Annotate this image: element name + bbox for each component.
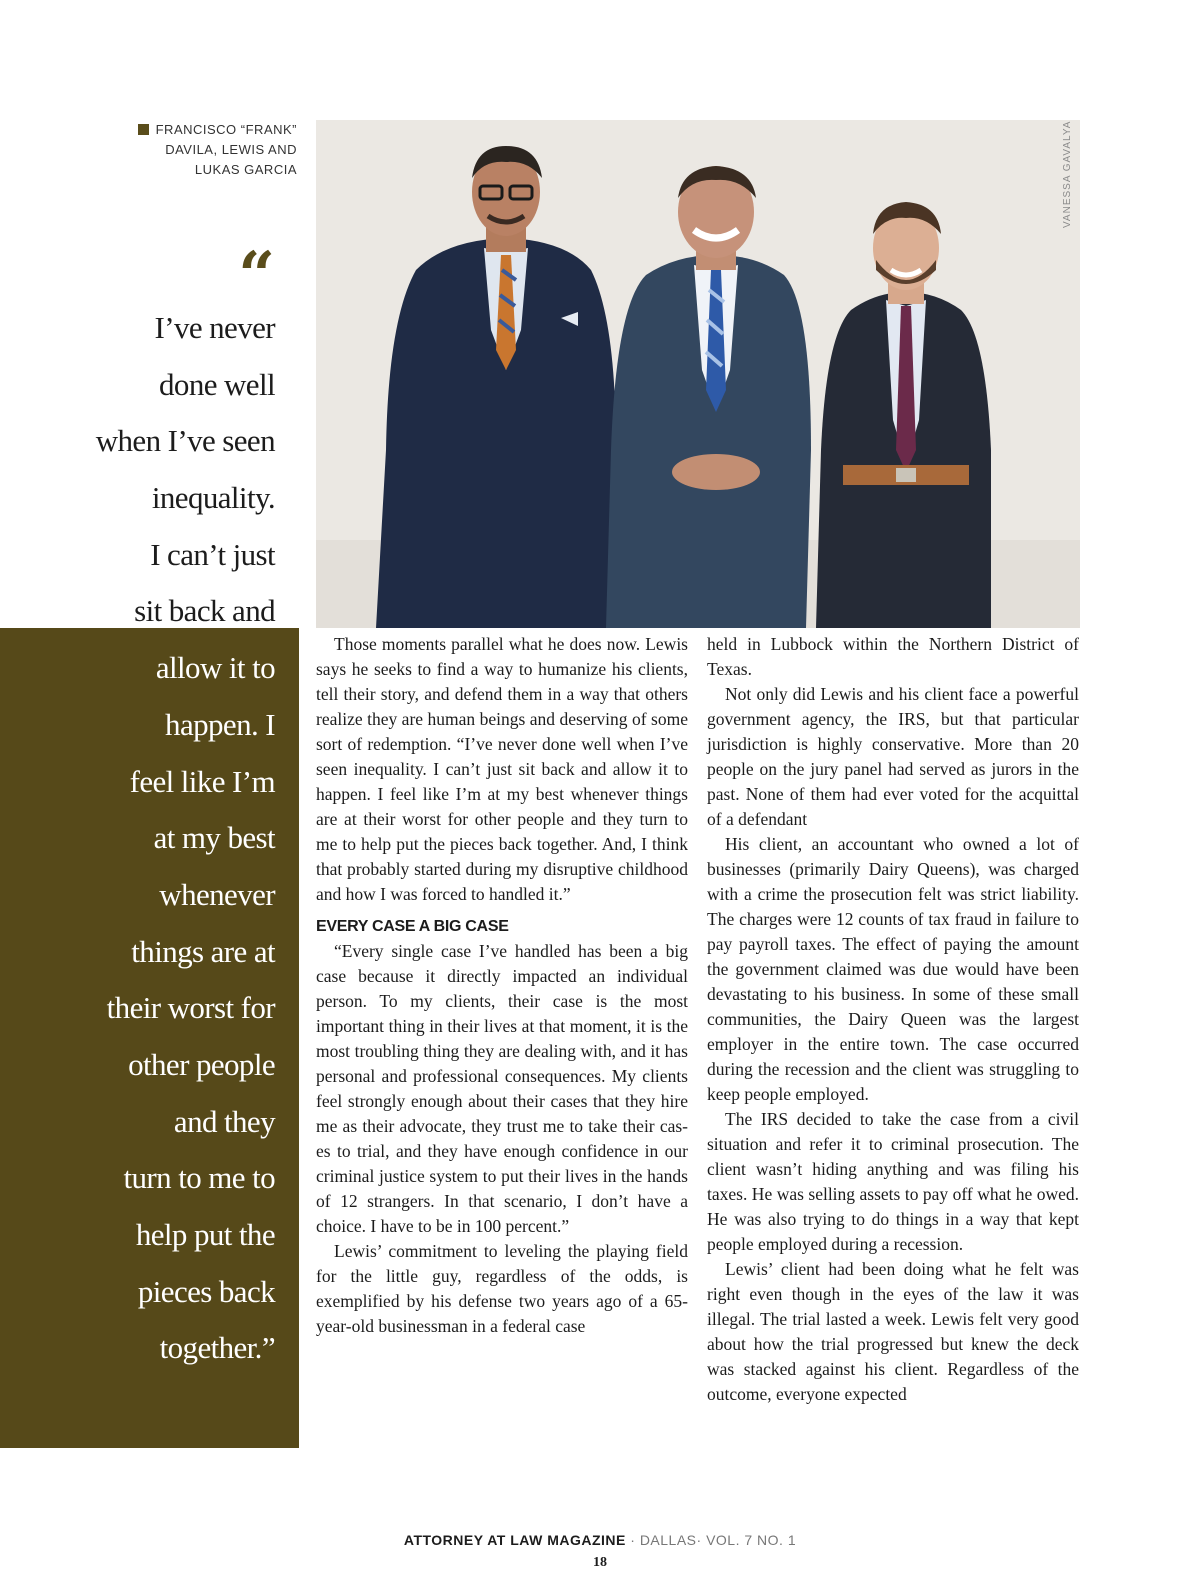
pull-quote-line: feel like I’m [129, 763, 275, 799]
caption-line-1: FRANCISCO “FRANK” [155, 122, 297, 137]
pull-quote-line: I can’t just [150, 536, 275, 572]
paragraph: Lewis’ commitment to leveling the playing field for the little guy, regardless of the odds, is exemplified by his defense two years ago of a 65-year-old businessman in a federal case [316, 1241, 688, 1336]
photo-credit: VANESSA GAVALYA [1062, 120, 1073, 228]
pull-quote-line: I’ve never [154, 310, 275, 345]
pull-quote-line: sit back and [134, 593, 275, 629]
pull-quote-line: things are at [131, 933, 275, 969]
paragraph: His client, an accountant who owned a lot of businesses (primarily Dairy Queens), was charged with a crime the prosecution felt was strict liability. The charges were 12 counts of tax fraud in failure to pay payroll taxes. The effect of paying the amount the government claimed was due would have been devastating to his business. In some of these small communities, the Dairy Queen was the largest employer in the entire town. The case occurred during the recession and the client was struggling to keep people employed. [707, 834, 1079, 1104]
pull-quote-line: allow it to [155, 650, 275, 686]
portrait-photo [316, 120, 1080, 628]
pull-quote-line: when I’ve seen [95, 423, 275, 459]
pull-quote-line: other people [128, 1046, 275, 1082]
pull-quote-line: whenever [159, 876, 275, 912]
pull-quote-line: their worst for [106, 990, 275, 1026]
pull-quote-line: happen. I [165, 706, 275, 742]
edition-info: · DALLAS· VOL. 7 NO. 1 [625, 1532, 797, 1548]
paragraph: “Every single case I’ve handled has been a big case because it directly impacted an individual person. To my clients, their case is the most important thing in their lives at that moment, it is the most troubling thing they are dealing with, and it has personal and professional consequences. My clients feel strongly enough about their cases that they hire me as their advocate, they trust me to take their cases to trial, and they have enough confidence in our criminal justice system to put their lives in the hands of 12 strangers. In that scenario, I don’t have a choice. I have to be in 100 percent.” [316, 941, 688, 1236]
pull-quote-line: turn to me to [123, 1160, 275, 1196]
paragraph: Those moments parallel what he does now. Lewis says he seeks to find a way to humanize his clients, tell their story, and defend them in a way that others realize they are human beings and deserving of some sort of redemption. “I’ve never done well when I’ve seen inequality. I can’t just sit back and allow it to happen. I feel like I’m at my best whenever things are at their worst for other people and they turn to me to help put the pieces back together. And, I think that probably started during my disruptive childhood and how I was forced to handled it.” [316, 634, 688, 904]
pull-quote-line: pieces back [137, 1273, 275, 1309]
pull-quote-line: help put the [135, 1217, 275, 1252]
pull-quote-line: inequality. [151, 480, 275, 516]
three-men-illustration [316, 120, 1080, 628]
caption-line-3: LUKAS GARCIA [194, 162, 297, 177]
pull-quote-line: and they [173, 1103, 275, 1139]
paragraph: The IRS decided to take the case from a civil situation and refer it to criminal prosecution. The client wasn’t hiding anything and was filing his taxes. He was selling assets to pay off what he owed. He was also trying to do things in a way that kept people employed during a recession. [707, 1109, 1079, 1254]
paragraph: held in Lubbock within the Northern District of Texas. [707, 634, 1079, 679]
paragraph: Lewis’ client had been doing what he felt was right even though in the eyes of the law it was illegal. The trial lasted a week. Lewis felt very good about how the trial progressed but knew the deck was stacked against his client. Regardless of the outcome, everyone expected [707, 1259, 1079, 1404]
caption-line-2: DAVILA, LEWIS AND [165, 142, 297, 157]
quote-mark-icon: “ [238, 238, 275, 313]
photo-caption [60, 120, 297, 180]
page-footer [0, 1530, 1200, 1550]
magazine-name: ATTORNEY AT LAW MAGAZINE [403, 1532, 626, 1548]
section-heading: EVERY CASE A BIG CASE [316, 918, 509, 935]
pull-quote-line: together.” [159, 1330, 275, 1366]
pull-quote-line: at my best [153, 820, 275, 856]
page-number: 18 [593, 1555, 607, 1570]
pull-quote [0, 300, 275, 1377]
article-column-1 [316, 632, 688, 1339]
pull-quote-line: done well [159, 366, 275, 402]
caption-square-icon [138, 124, 149, 135]
paragraph: Not only did Lewis and his client face a powerful government agency, the IRS, but that particular jurisdiction is highly conservative. More than 20 people on the jury panel had served as jurors in the past. None of them had ever voted for the acquittal of a defendant [707, 684, 1079, 829]
article-column-2 [707, 632, 1079, 1407]
